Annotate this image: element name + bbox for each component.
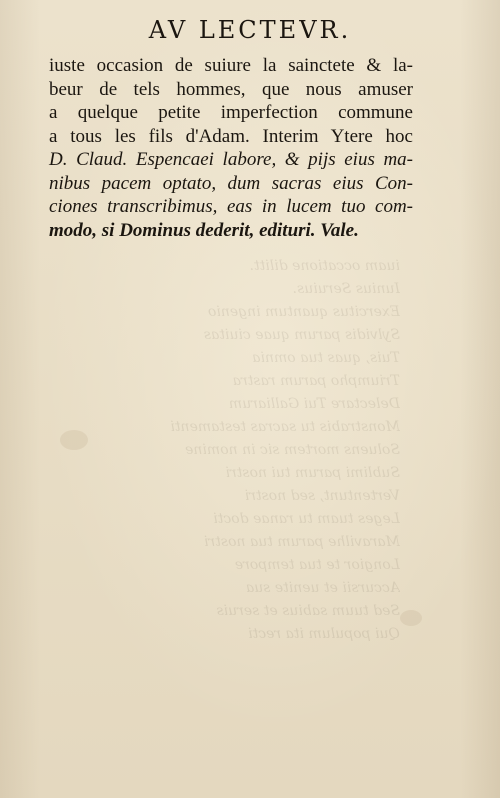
text-line: ciones transcribimus, eas in lucem tuo com- — [49, 196, 413, 217]
paper-stain — [400, 610, 422, 626]
text-line: nibus pacem optato, dum sacras eius Con- — [49, 172, 413, 194]
text-line: D. Claud. Espencaei labore, & pijs eius ma- — [49, 149, 413, 170]
text-line: a quelque petite imperfection commune — [49, 102, 413, 123]
text-line: modo, si Dominus dederit, edituri. Vale. — [49, 219, 359, 241]
body-text — [49, 54, 413, 242]
show-through-text: iuam occatione dilitt. Iunius Seruius. Exercitus quantum ingenio Sylvidis parum quae ciuitas Tuis, quas tua omnia Triumpho parum rastra Delectare Tui Galliarum Monstrabis tu sacras testamenti Soluens mortem sic in nomine Sublimi parum tui nostri Vertentunt, sed nostri Leges tuam tu ranae docti Maravilhe parum tua nostri Longior te tua tempore Accursii et uenite sua Sed tuum sabius et seruis Qui populum ita recti — [170, 258, 400, 642]
text-line: beur de tels hommes, que nous amuser — [49, 78, 413, 100]
paper-stain — [60, 430, 88, 450]
text-line: a tous les fils d'Adam. Interim Ytere hoc — [49, 125, 413, 147]
running-title: AV LECTEVR. — [148, 16, 352, 44]
text-line: iuste occasion de suiure la sainctete & la- — [49, 55, 413, 76]
